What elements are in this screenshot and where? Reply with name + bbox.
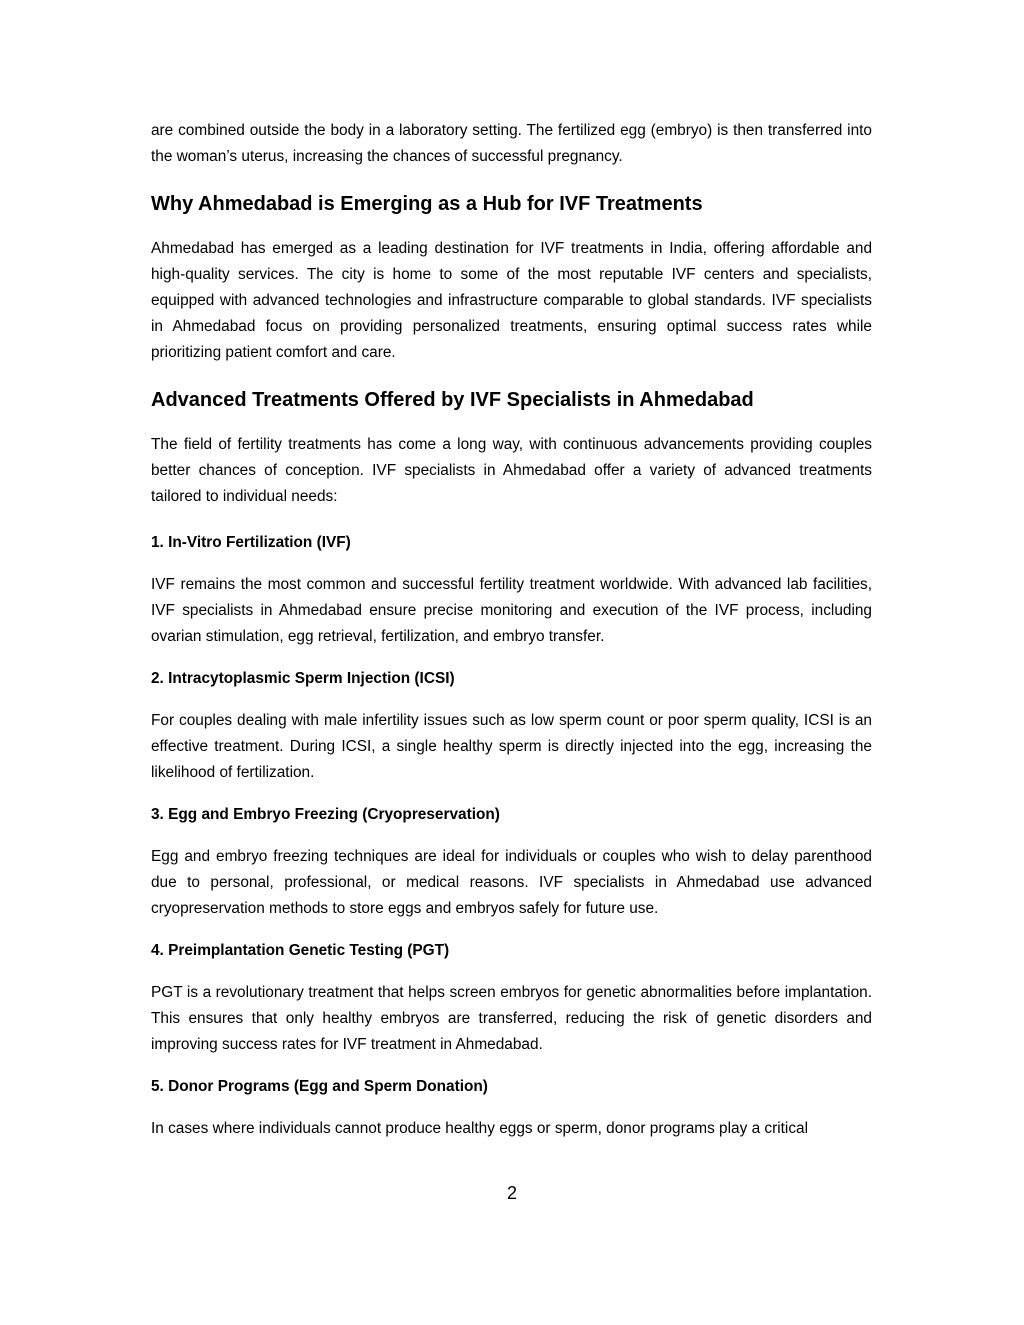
section-heading-advanced-treatments: Advanced Treatments Offered by IVF Specialists in Ahmedabad: [151, 389, 754, 411]
treatment-paragraph-cryopreservation: Egg and embryo freezing techniques are ideal for individuals or couples who wish to delay parenthood due to personal, professional, or medical reasons. IVF specialists in Ahmedabad use advanced cryopreservation methods to store eggs and embryos safely for future use.: [151, 848, 872, 917]
page-number: 2: [506, 1183, 517, 1203]
treatment-heading-donor-programs: 5. Donor Programs (Egg and Sperm Donation): [151, 1078, 488, 1095]
section-heading-hub: Why Ahmedabad is Emerging as a Hub for IVF Treatments: [151, 193, 703, 215]
section-paragraph-advanced-treatments: The field of fertility treatments has come a long way, with continuous advancements providing couples better chances of conception. IVF specialists in Ahmedabad offer a variety of advanced treatments tailored to individual needs:: [151, 436, 872, 505]
document-page: [151, 118, 872, 1142]
treatment-heading-cryopreservation: 3. Egg and Embryo Freezing (Cryopreservation): [151, 806, 500, 823]
treatment-paragraph-icsi: For couples dealing with male infertility issues such as low sperm count or poor sperm quality, ICSI is an effective treatment. During ICSI, a single healthy sperm is directly injected into the egg, increasing the likelihood of fertilization.: [151, 712, 872, 781]
treatment-heading-ivf: 1. In-Vitro Fertilization (IVF): [151, 534, 351, 551]
section-paragraph-hub: Ahmedabad has emerged as a leading destination for IVF treatments in India, offering affordable and high-quality services. The city is home to some of the most reputable IVF centers and specialists, equipped with advanced technologies and infrastructure comparable to global standards. IVF specialists in Ahmedabad focus on providing personalized treatments, ensuring optimal success rates while prioritizing patient comfort and care.: [151, 240, 872, 361]
treatment-paragraph-ivf: IVF remains the most common and successful fertility treatment worldwide. With advanced lab facilities, IVF specialists in Ahmedabad ensure precise monitoring and execution of the IVF process, including ovarian stimulation, egg retrieval, fertilization, and embryo transfer.: [151, 576, 872, 645]
treatment-paragraph-pgt: PGT is a revolutionary treatment that helps screen embryos for genetic abnormalities before implantation. This ensures that only healthy embryos are transferred, reducing the risk of genetic disorders and improving success rates for IVF treatment in Ahmedabad.: [151, 984, 872, 1053]
treatment-heading-pgt: 4. Preimplantation Genetic Testing (PGT): [151, 942, 450, 959]
treatment-heading-icsi: 2. Intracytoplasmic Sperm Injection (ICSI): [151, 670, 455, 687]
treatment-paragraph-donor-programs: In cases where individuals cannot produce healthy eggs or sperm, donor programs play a critical: [151, 1120, 809, 1137]
intro-paragraph: are combined outside the body in a laboratory setting. The fertilized egg (embryo) is then transferred into the woman’s uterus, increasing the chances of successful pregnancy.: [151, 122, 872, 165]
